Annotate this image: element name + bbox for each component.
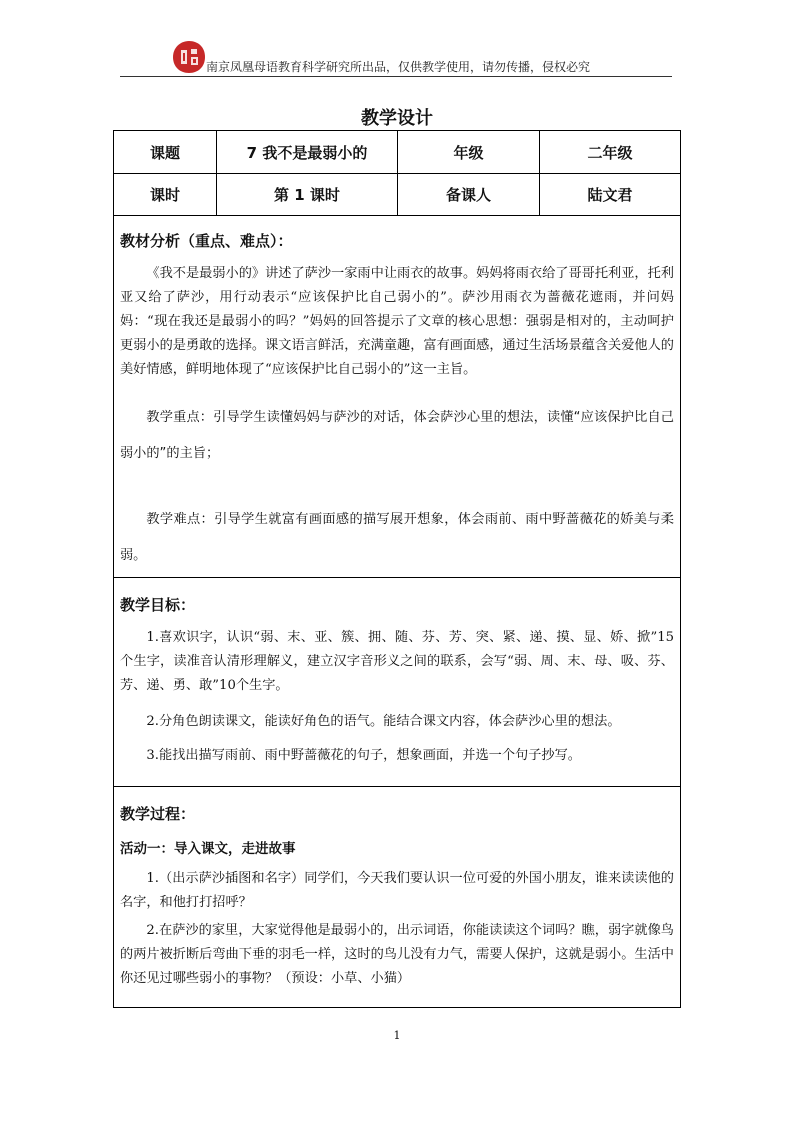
key-point-paragraph: 教学重点：引导学生读懂妈妈与萨沙的对话，体会萨沙心里的想法，读懂“应该保护比自己弱小的”的主旨； xyxy=(120,410,674,461)
label-topic: 课题 xyxy=(114,131,217,173)
page-number: 1 xyxy=(393,1029,401,1042)
activity-title: 活动一：导入课文，走进故事 xyxy=(120,841,296,857)
difficulty-paragraph: 教学难点：引导学生就富有画面感的描写展开想象，体会雨前、雨中野蔷薇花的娇美与柔弱。 xyxy=(120,512,674,563)
label-period: 课时 xyxy=(114,173,217,215)
analysis-heading: 教材分析（重点、难点）： xyxy=(120,232,293,250)
process-item-2: 2.在萨沙的家里，大家觉得他是最弱小的，出示词语，你能读读这个词吗？瞧，弱字就像鸟的两片被折断后弯曲下垂的羽毛一样，这时的鸟儿没有力气，需要人保护，这就是弱小。生活中你还见过哪些弱小的事物？（预设：小草、小猫） xyxy=(120,923,674,986)
info-row-1 xyxy=(114,131,680,174)
info-row-2 xyxy=(114,173,680,216)
process-heading: 教学过程： xyxy=(120,805,196,823)
publisher-seal-logo xyxy=(172,40,206,74)
analysis-paragraph: 《我不是最弱小的》讲述了萨沙一家雨中让雨衣的故事。妈妈将雨衣给了哥哥托利亚，托利亚又给了萨沙，用行动表示“应该保护比自己弱小的”。萨沙用雨衣为蔷薇花遮雨，并问妈妈：“现在我还是最弱小的吗？”妈妈的回答提示了文章的核心思想：强弱是相对的，主动呵护更弱小的是勇敢的选择。课文语言鲜活，充满童趣，富有画面感，通过生活场景蕴含关爱他人的美好情感，鲜明地体现了“应该保护比自己弱小的”这一主旨。 xyxy=(120,266,674,377)
page-header xyxy=(120,40,672,77)
goal-item-3: 3.能找出描写雨前、雨中野蔷薇花的句子，想象画面，并选一个句子抄写。 xyxy=(146,748,581,763)
goals-section xyxy=(114,578,680,787)
header-notice: 南京凤凰母语教育科学研究所出品，仅供教学使用，请勿传播，侵权必究 xyxy=(206,60,591,74)
value-grade: 二年级 xyxy=(587,143,633,162)
document-title: 教学设计 xyxy=(361,108,433,129)
lesson-plan-table xyxy=(113,130,681,1008)
label-grade: 年级 xyxy=(398,131,540,173)
analysis-section xyxy=(114,216,680,578)
process-item-1: 1.（出示萨沙插图和名字）同学们，今天我们要认识一位可爱的外国小朋友，谁来读读他的名字，和他打打招呼？ xyxy=(120,871,674,910)
value-topic: 7 我不是最弱小的 xyxy=(217,131,398,173)
goal-item-1: 1.喜欢识字，认识“弱、末、亚、簇、拥、随、芬、芳、突、紧、递、摸、显、娇、掀”15个生字，读准音认清形理解义，建立汉字音形义之间的联系，会写“弱、周、末、母、吸、芬、芳、递、勇、敢”10个生字。 xyxy=(120,630,674,693)
process-section xyxy=(114,787,680,1007)
goals-heading: 教学目标： xyxy=(120,596,196,614)
goal-item-2: 2.分角色朗读课文，能读好角色的语气。能结合课文内容，体会萨沙心里的想法。 xyxy=(146,714,621,729)
label-author: 备课人 xyxy=(398,173,540,215)
value-period: 第 1 课时 xyxy=(217,173,398,215)
value-author: 陆文君 xyxy=(587,185,633,204)
